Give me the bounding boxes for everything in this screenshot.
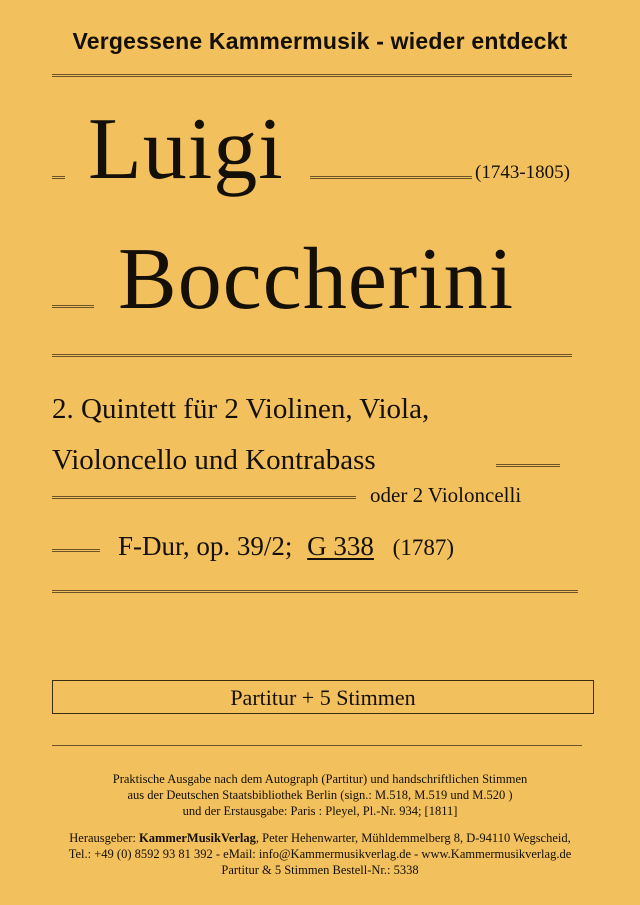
divider-lower — [52, 590, 578, 593]
work-title-line1: 2. Quintett für 2 Violinen, Viola, — [52, 393, 430, 425]
source-info-line3: und der Erstausgabe: Paris : Pleyel, Pl.-Nr. 934; [1811] — [182, 804, 458, 818]
divider-middle — [52, 354, 572, 357]
decorative-rule — [52, 305, 94, 308]
divider-top — [52, 74, 572, 77]
publisher-address: , Peter Hehenwarter, Mühldemmelberg 8, D-94110 Wegscheid, — [255, 831, 571, 845]
publisher-contact: Tel.: +49 (0) 8592 93 81 392 - eMail: info@Kammermusikverlag.de - www.Kammermusikverlag.de — [68, 847, 572, 861]
decorative-rule — [310, 176, 472, 179]
source-info-line1: Praktische Ausgabe nach dem Autograph (Partitur) und handschriftlichen Stimmen — [112, 772, 528, 786]
catalog-number: G 338 — [307, 531, 374, 561]
decorative-rule — [52, 496, 356, 499]
decorative-rule — [496, 464, 560, 467]
composer-first-name: Luigi — [88, 101, 284, 198]
divider-footer — [52, 745, 582, 746]
work-key-opus: F-Dur, op. 39/2; — [118, 531, 293, 561]
source-info-line2: aus der Deutschen Staatsbibliothek Berlin (sign.: M.518, M.519 und M.520 ) — [127, 788, 513, 802]
series-title: Vergessene Kammermusik - wieder entdeckt — [72, 28, 568, 54]
publisher-line — [0, 830, 640, 846]
composer-dates: (1743-1805) — [475, 162, 570, 183]
edition-box: Partitur + 5 Stimmen — [52, 680, 594, 714]
work-title-line2: Violoncello und Kontrabass — [52, 444, 376, 476]
composition-year: (1787) — [392, 535, 454, 560]
decorative-rule — [52, 549, 100, 552]
composer-last-name: Boccherini — [118, 231, 515, 328]
publisher-label: Herausgeber: — [69, 831, 140, 845]
decorative-rule — [52, 176, 65, 179]
work-alternative: oder 2 Violoncelli — [370, 483, 522, 507]
publisher-name: KammerMusikVerlag — [139, 831, 256, 845]
order-number: Partitur & 5 Stimmen Bestell-Nr.: 5338 — [221, 863, 419, 877]
